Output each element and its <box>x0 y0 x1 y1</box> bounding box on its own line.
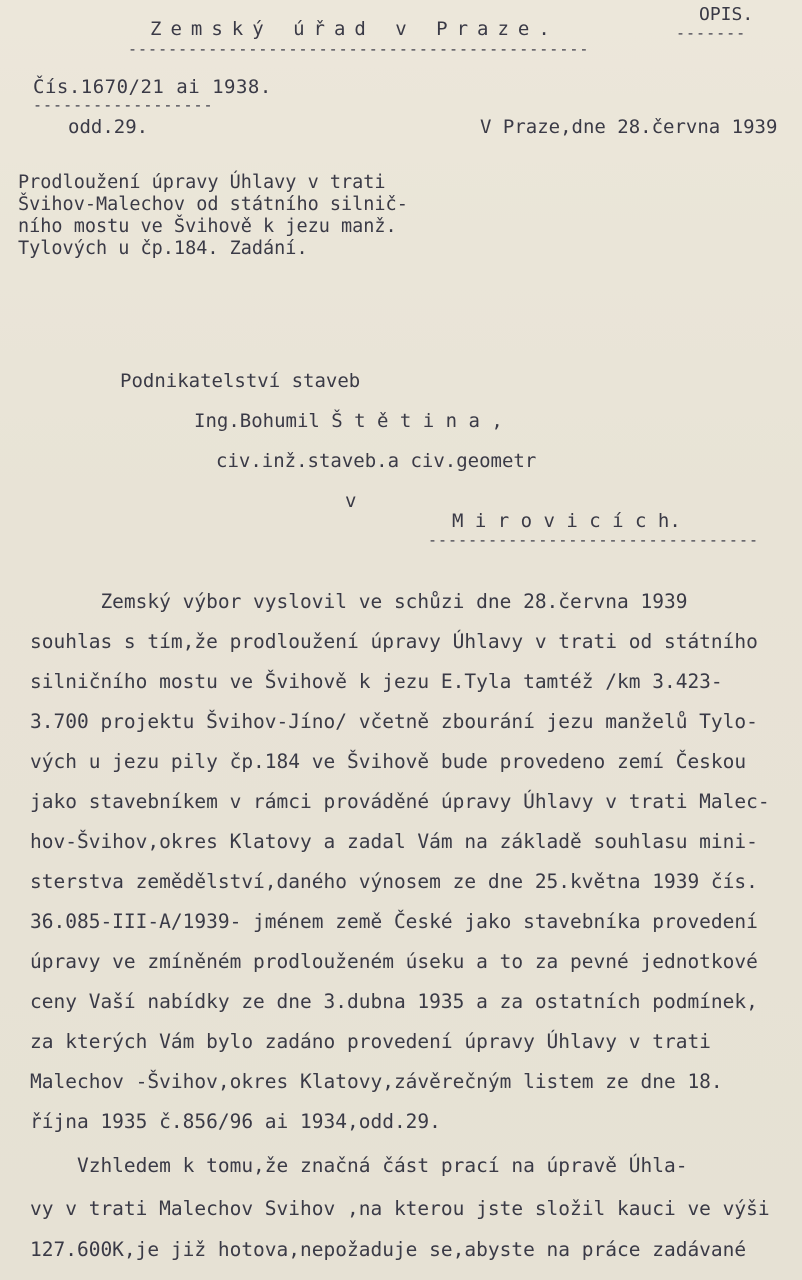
body-line: jako stavebníkem v rámci prováděné úpravy Úhlavy v trati Malec- <box>30 790 770 813</box>
subject-line: Prodloužení úpravy Úhlavy v trati <box>18 172 386 193</box>
copy-mark-underline: ------- <box>676 24 747 42</box>
address-town: M i r o v i c í c h. <box>452 510 681 532</box>
subject-line: Tylových u čp.184. Zadání. <box>18 238 308 259</box>
body-line: souhlas s tím,že prodloužení úpravy Úhlavy v trati od státního <box>30 630 758 653</box>
body-line: silničního mostu ve Švihově k jezu E.Tyla tamtéž /km 3.423- <box>30 670 723 693</box>
address-company: Podnikatelství staveb <box>120 370 361 392</box>
body-line: za kterých Vám bylo zadáno provedení úpravy Úhlavy v trati <box>30 1030 711 1053</box>
body-line: hov-Švihov,okres Klatovy a zadal Vám na základě souhlasu mini- <box>30 830 758 853</box>
address-preposition: v <box>345 490 357 512</box>
copy-mark: OPIS. <box>699 4 754 25</box>
body-line: sterstva zemědělství,daného výnosem ze dne 25.května 1939 čís. <box>30 870 758 893</box>
body-line: 3.700 projektu Švihov-Jíno/ včetně zbourání jezu manželů Tylo- <box>30 710 758 733</box>
address-name: Ing.Bohumil Š t ě t i n a , <box>194 410 503 432</box>
office-heading: Zemský úřad v Praze. <box>150 18 559 40</box>
place-date: V Praze,dne 28.června 1939 <box>480 116 778 138</box>
subject-line: Švihov-Malechov od státního silnič- <box>18 194 408 215</box>
subject-line: ního mostu ve Švihově k jezu manž. <box>18 216 397 237</box>
body-line: vy v trati Malechov Svihov ,na kterou jste složil kauci ve výši <box>30 1197 770 1220</box>
body-line: vých u jezu pily čp.184 ve Švihově bude provedeno zemí Českou <box>30 750 747 773</box>
body-line: 127.600K,je již hotova,nepožaduje se,abyste na práce zadávané <box>30 1238 747 1261</box>
address-title: civ.inž.staveb.a civ.geometr <box>216 450 537 472</box>
office-underline: ---------------------------------------------- <box>128 40 590 58</box>
reference-underline: ------------------ <box>33 96 214 114</box>
body-line: 36.085-III-A/1939- jménem země České jako stavebníka provedení <box>30 910 758 933</box>
address-town-underline: --------------------------------- <box>428 531 760 549</box>
body-line: ceny Vaší nabídky ze dne 3.dubna 1935 a za ostatních podmínek, <box>30 990 758 1013</box>
body-line: Zemský výbor vyslovil ve schůzi dne 28.června 1939 <box>30 590 688 613</box>
department: odd.29. <box>68 116 149 138</box>
reference-number: Čís.1670/21 ai 1938. <box>33 76 272 98</box>
body-line: října 1935 č.856/96 ai 1934,odd.29. <box>30 1110 441 1133</box>
body-line: Malechov -Švihov,okres Klatovy,závěrečným listem ze dne 18. <box>30 1070 723 1093</box>
body-line: úpravy ve zmíněném prodlouženém úseku a to za pevné jednotkové <box>30 950 758 973</box>
body-line: Vzhledem k tomu,že značná část prací na úpravě Úhla- <box>30 1154 688 1177</box>
